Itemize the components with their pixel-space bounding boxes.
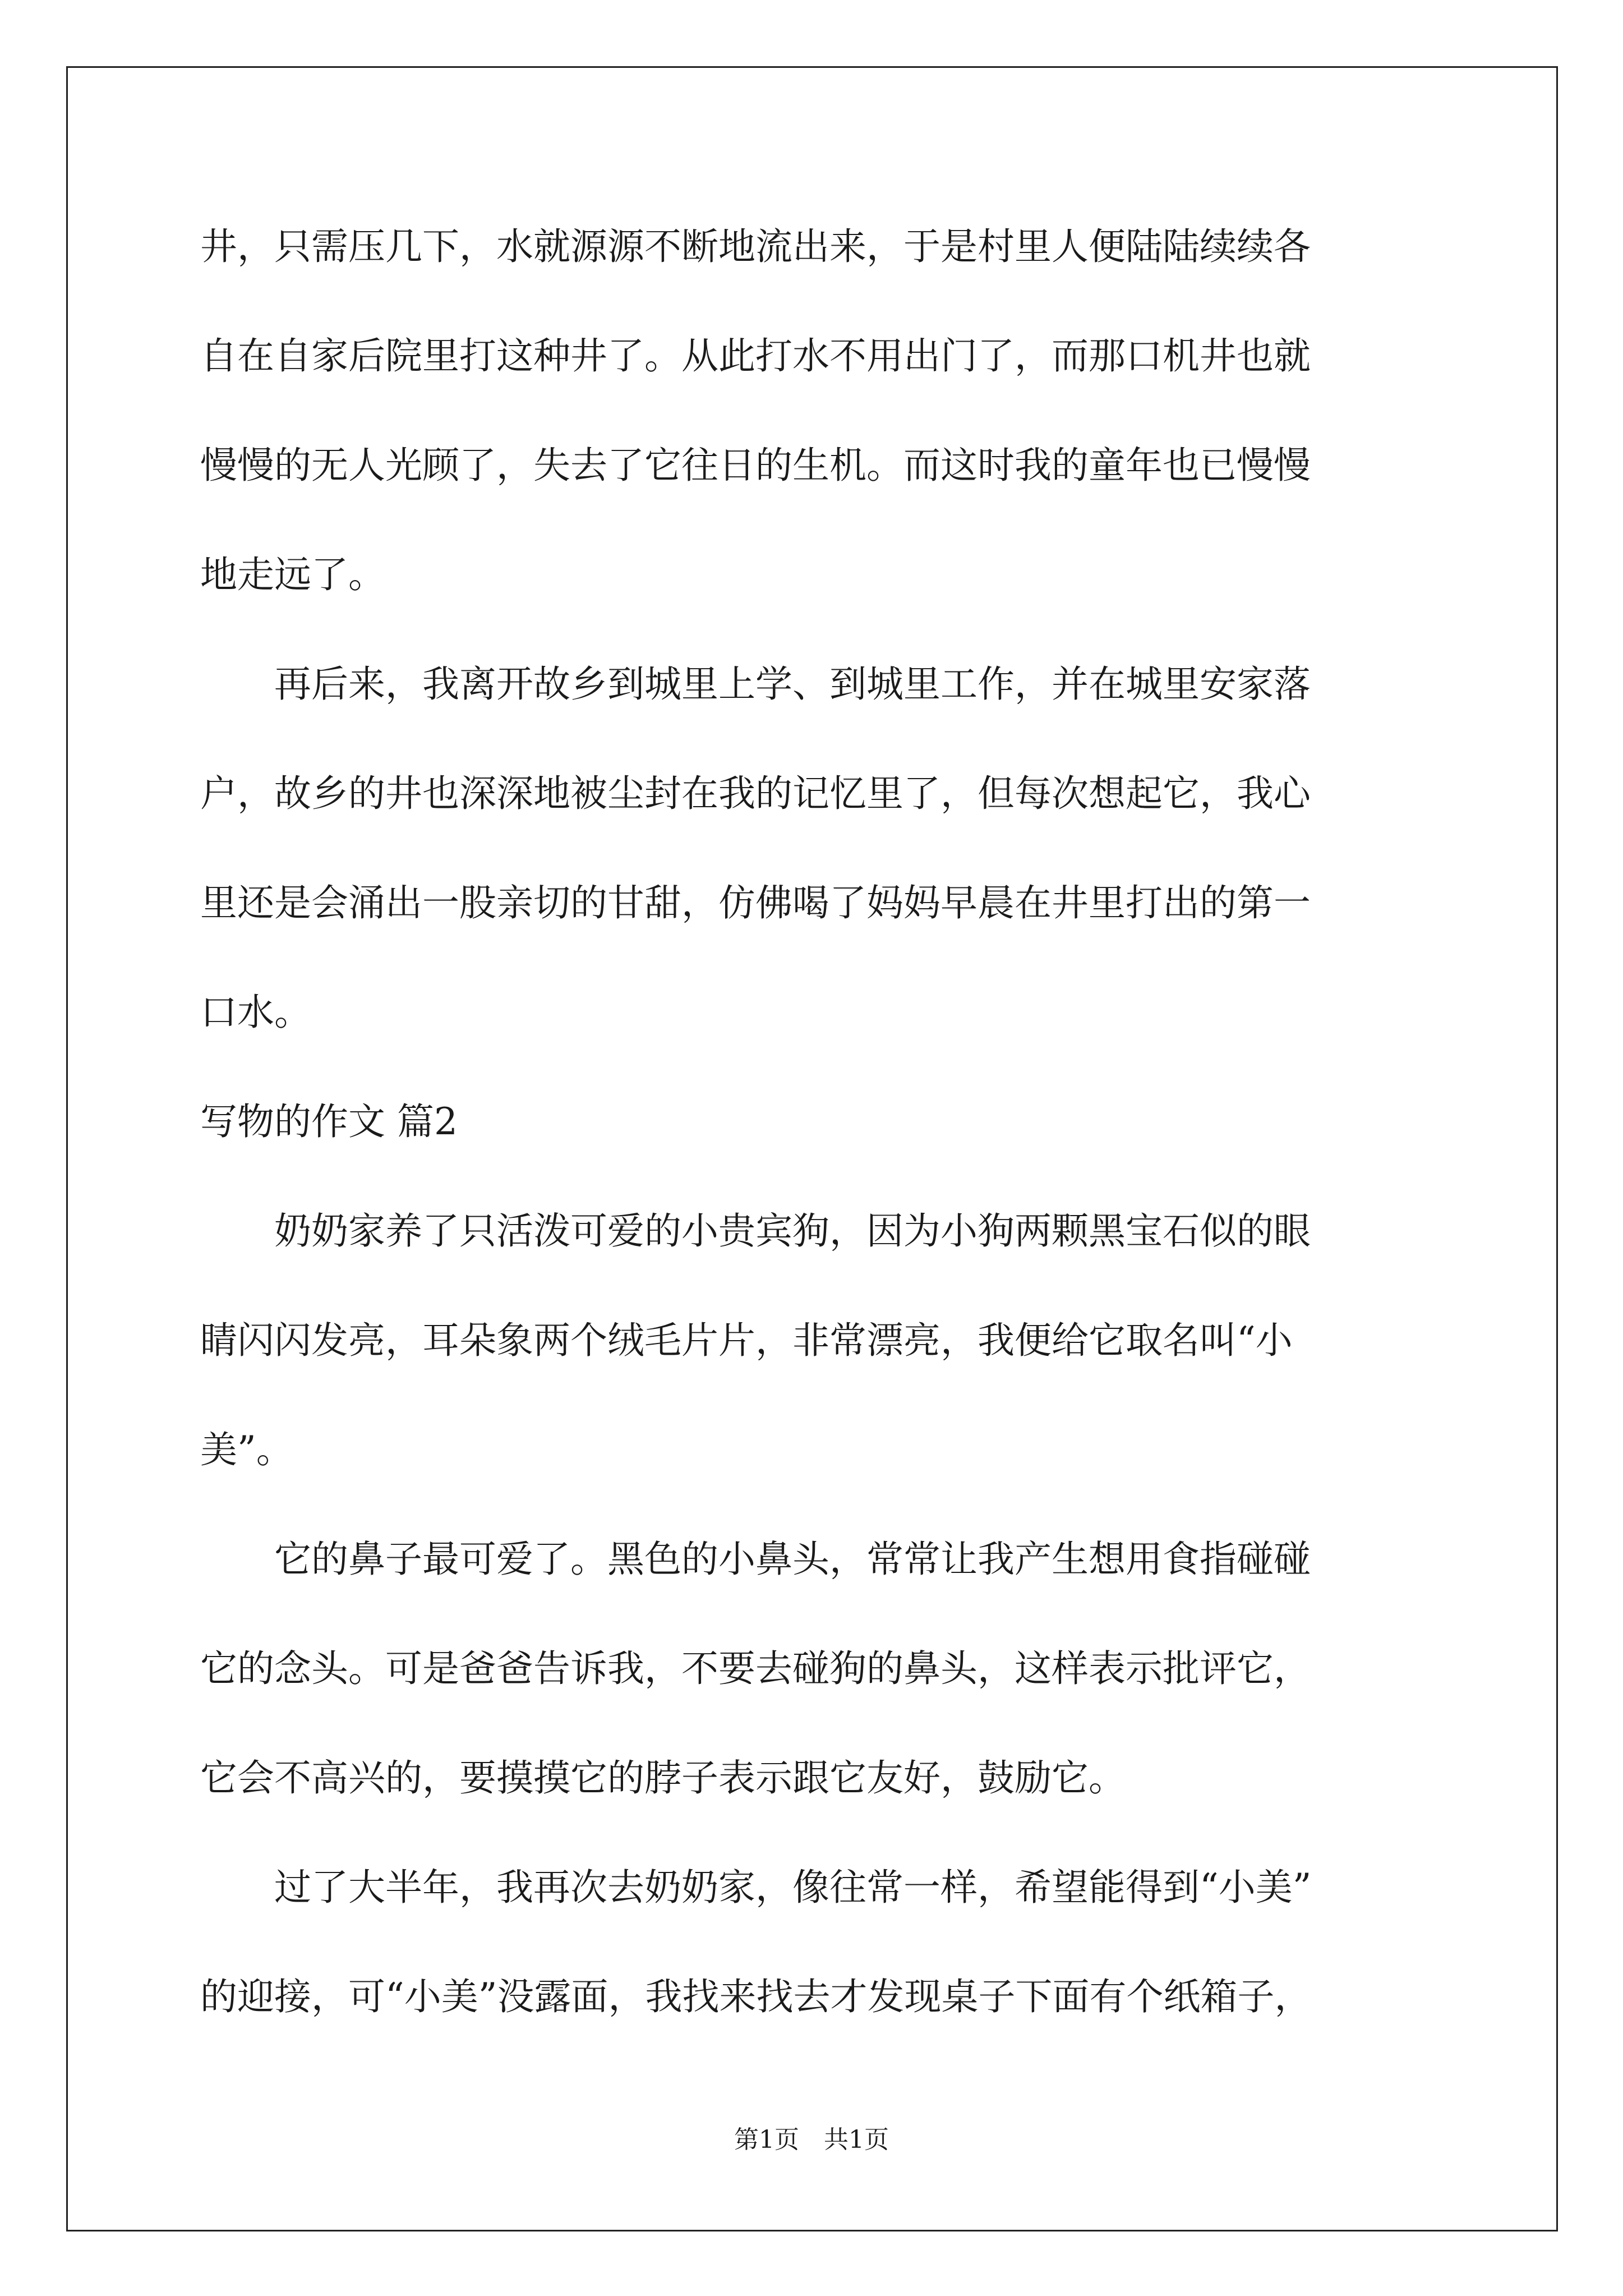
text-line: 慢慢的无人光顾了，失去了它往日的生机。而这时我的童年也已慢慢 bbox=[200, 444, 1311, 487]
text-line: 它会不高兴的，要摸摸它的脖子表示跟它友好，鼓励它。 bbox=[200, 1756, 1126, 1800]
text-line: 再后来，我离开故乡到城里上学、到城里工作，并在城里安家落 bbox=[200, 662, 1311, 706]
text-line: 自在自家后院里打这种井了。从此打水不用出门了，而那口机井也就 bbox=[200, 334, 1311, 378]
text-line: 里还是会涌出一股亲切的甘甜，仿佛喝了妈妈早晨在井里打出的第一 bbox=[200, 881, 1311, 924]
text-line: 地走远了。 bbox=[200, 553, 385, 596]
text-line: 过了大半年，我再次去奶奶家，像往常一样，希望能得到“小美” bbox=[200, 1866, 1312, 1909]
text-line: 的迎接，可“小美”没露面，我找来找去才发现桌子下面有个纸箱子， bbox=[200, 1975, 1312, 2018]
text-line: 睛闪闪发亮，耳朵象两个绒毛片片，非常漂亮，我便给它取名叫“小 bbox=[200, 1319, 1293, 1362]
text-line: 美”。 bbox=[200, 1428, 293, 1471]
text-line: 户，故乡的井也深深地被尘封在我的记忆里了，但每次想起它，我心 bbox=[200, 772, 1311, 815]
section-heading: 写物的作文 篇2 bbox=[200, 1100, 458, 1143]
text-line: 奶奶家养了只活泼可爱的小贵宾狗，因为小狗两颗黑宝石似的眼 bbox=[200, 1209, 1311, 1253]
text-line: 它的鼻子最可爱了。黑色的小鼻头，常常让我产生想用食指碰碰 bbox=[200, 1538, 1311, 1581]
text-line: 井，只需压几下，水就源源不断地流出来，于是村里人便陆陆续续各 bbox=[200, 225, 1311, 268]
text-line: 口水。 bbox=[200, 991, 311, 1034]
text-line: 它的念头。可是爸爸告诉我，不要去碰狗的鼻头，这样表示批评它， bbox=[200, 1647, 1311, 1690]
page-footer: 第1页 共1页 bbox=[734, 2125, 889, 2154]
